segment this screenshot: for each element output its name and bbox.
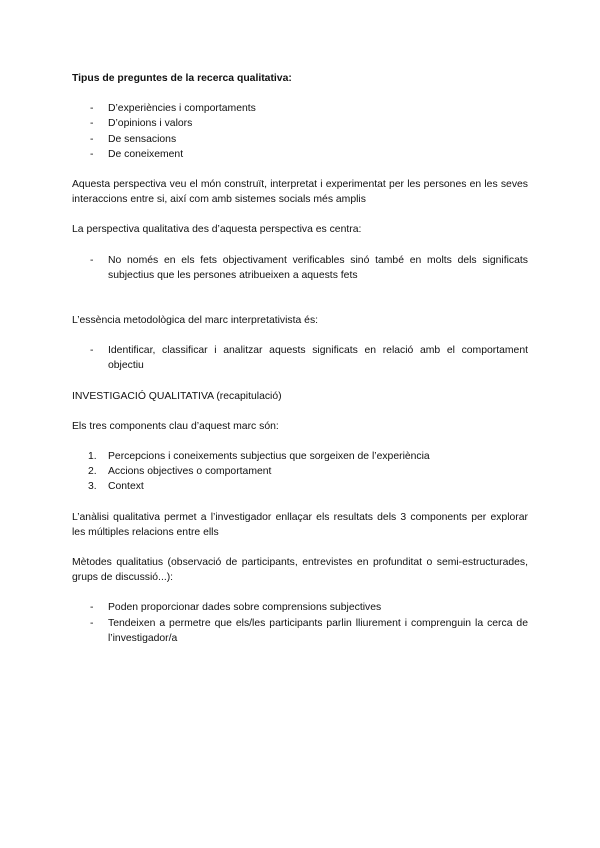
spacer (72, 298, 528, 313)
paragraph-methods: Mètodes qualitatius (observació de participants, entrevistes en profunditat o semi-estructurades, grups de discussió...): (72, 557, 528, 584)
dash-bullet: - (90, 602, 94, 614)
list-number: 2. (88, 466, 97, 478)
list-item (72, 479, 528, 494)
focus-list (72, 253, 528, 283)
list-item (72, 116, 528, 131)
dash-bullet: - (90, 103, 94, 115)
list-item-text: Accions objectives o comportament (108, 466, 272, 478)
paragraph-essence: L’essència metodològica del marc interpretativista és: (72, 315, 319, 327)
list-item (72, 464, 528, 479)
dash-bullet: - (90, 254, 94, 266)
list-item (72, 101, 528, 116)
list-item-text: D’opinions i valors (108, 118, 193, 130)
list-item (72, 343, 528, 373)
dash-bullet: - (90, 345, 94, 357)
list-item (72, 600, 528, 615)
recap-heading: INVESTIGACIÓ QUALITATIVA (recapitulació) (72, 390, 282, 402)
list-item (72, 449, 528, 464)
list-item-text: Context (108, 481, 144, 493)
paragraph-analysis: L’anàlisi qualitativa permet a l’investigador enllaçar els resultats dels 3 components per explorar les múltiples relacions entre ells (72, 511, 528, 538)
list-item-text: Tendeixen a permetre que els/les participants parlin lliurement i comprenguin la cerca de l’investigador/a (108, 617, 528, 644)
paragraph-perspective: Aquesta perspectiva veu el món construït, interpretat i experimentat per les persones en les seves interaccions entre si, així com amb sistemes socials més amplis (72, 179, 528, 206)
list-item-text: No només en els fets objectivament verificables sinó també en molts dels significats subjectius que les persones atribueixen a aquests fets (108, 254, 528, 281)
dash-bullet: - (90, 118, 94, 130)
list-item-text: De coneixement (108, 148, 184, 160)
document-page (72, 71, 528, 661)
paragraph-components: Els tres components clau d’aquest marc són: (72, 420, 279, 432)
components-list (72, 449, 528, 495)
paragraph-focus: La perspectiva qualitativa des d’aquesta perspectiva es centra: (72, 224, 362, 236)
methods-list (72, 600, 528, 646)
list-item-text: D’experiències i comportaments (108, 103, 256, 115)
document-title: Tipus de preguntes de la recerca qualitativa: (72, 73, 292, 84)
list-item (72, 253, 528, 283)
list-item (72, 132, 528, 147)
list-item (72, 616, 528, 646)
list-item-text: Percepcions i coneixements subjectius que sorgeixen de l’experiència (108, 451, 430, 463)
dash-bullet: - (90, 617, 94, 629)
dash-bullet: - (90, 148, 94, 160)
dash-bullet: - (90, 133, 94, 145)
list-item-text: Poden proporcionar dades sobre comprensions subjectives (108, 602, 382, 614)
list-number: 3. (88, 481, 97, 493)
list-item-text: De sensacions (108, 133, 177, 145)
list-item-text: Identificar, classificar i analitzar aquests significats en relació amb el comportament objectiu (108, 345, 528, 372)
list-item (72, 147, 528, 162)
list-number: 1. (88, 451, 97, 463)
essence-list (72, 343, 528, 373)
question-types-list (72, 101, 528, 162)
